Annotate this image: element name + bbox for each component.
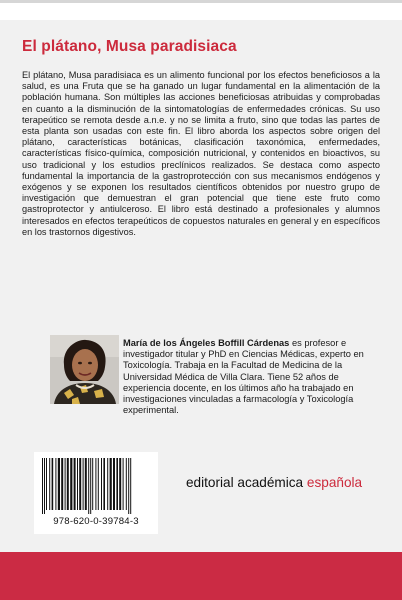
barcode-bar (58, 458, 60, 510)
barcode-bar (119, 458, 121, 510)
barcode-bar (110, 458, 112, 510)
barcode-bar (107, 458, 108, 510)
barcode-bars (40, 458, 152, 514)
barcode-bar (74, 458, 76, 510)
barcode-bar (116, 458, 118, 510)
barcode-bar (85, 458, 87, 510)
barcode-bar (65, 458, 66, 510)
top-edge (0, 0, 402, 3)
barcode-bar (79, 458, 81, 510)
barcode-bar (67, 458, 69, 510)
barcode-bar (55, 458, 56, 510)
barcode-bar (90, 458, 91, 514)
barcode-bar (44, 458, 45, 514)
author-name: María de los Ángeles Boffill Cárdenas (123, 338, 290, 348)
barcode-bar (103, 458, 105, 510)
barcode-bar (98, 458, 99, 510)
barcode-bar (42, 458, 43, 514)
barcode-bar (49, 458, 50, 510)
barcode-bar (95, 458, 96, 510)
barcode-bar (92, 458, 93, 510)
publisher-name-accent: española (306, 475, 363, 490)
book-blurb: El plátano, Musa paradisiaca es un alimento funcional por los efectos beneficiosos a la salud, es una Fruta que se ha ganado un lugar fundamental en la alimentación de la población humana. Son múltiples las acciones beneficiosas atribuidas y comprobadas en cuanto a la disminución de la sintomatologías de enfermedades crónicas. Su uso terapeútico se remota desde a.n.e. y no se limita a fruto, sino que todas las partes de esta planta son usadas con este fin. El libro aborda los aspectos sobre origen del plátano, características botánicas, clasificación taxonómica, enfermedades, características físico-química, composición nutricional, y contenidos en bioactivos, su uso tradicional y los estudios preclínicos realizados. Se destaca como aspecto fundamental la importancia de la gastroprotección con sus mecanismos endógenos y exógenos y se exponen los resultados científicos obtenidos por nuestro grupo de investigación que demuestran el gran potencial que tiene este fruto como gastroprotector y antiulceroso. El libro está destinado a profesionales y alumnos interesados en efectos terapeúticos de copuestos naturales en general y en específicos en los trastornos digestivos. (22, 70, 380, 237)
author-bio-text: es profesor e investigador titular y PhD en Ciencias Médicas, experto en Toxicología. Trabaja en la Facultad de Medicina de la Universidad Médica de Villa Clara. Tiene 52 años de experiencia docente, en los últimos año ha trabajado en investigaciones vinculadas a farmacología y Toxicología experimental. (123, 338, 364, 416)
author-bio (123, 338, 380, 416)
barcode-bar (101, 458, 102, 510)
barcode-bar (126, 458, 127, 510)
barcode-bar (70, 458, 72, 510)
top-band (0, 0, 402, 20)
barcode (34, 452, 158, 534)
bottom-band (0, 552, 402, 600)
barcode-bar (123, 458, 124, 510)
publisher-name: editorial académica (186, 475, 307, 490)
isbn-number: 978-620-0-39784-3 (53, 516, 139, 527)
barcode-bar (52, 458, 54, 510)
book-title: El plátano, Musa paradisiaca (22, 38, 237, 55)
barcode-bar (130, 458, 131, 514)
barcode-bar (88, 458, 89, 514)
publisher-logo (186, 475, 386, 490)
back-cover-content (22, 38, 380, 238)
barcode-bar (77, 458, 78, 510)
author-photo (50, 335, 119, 404)
barcode-bar (83, 458, 84, 510)
barcode-bar (128, 458, 129, 514)
barcode-bar (113, 458, 115, 510)
barcode-bar (61, 458, 63, 510)
barcode-bar (46, 458, 47, 510)
